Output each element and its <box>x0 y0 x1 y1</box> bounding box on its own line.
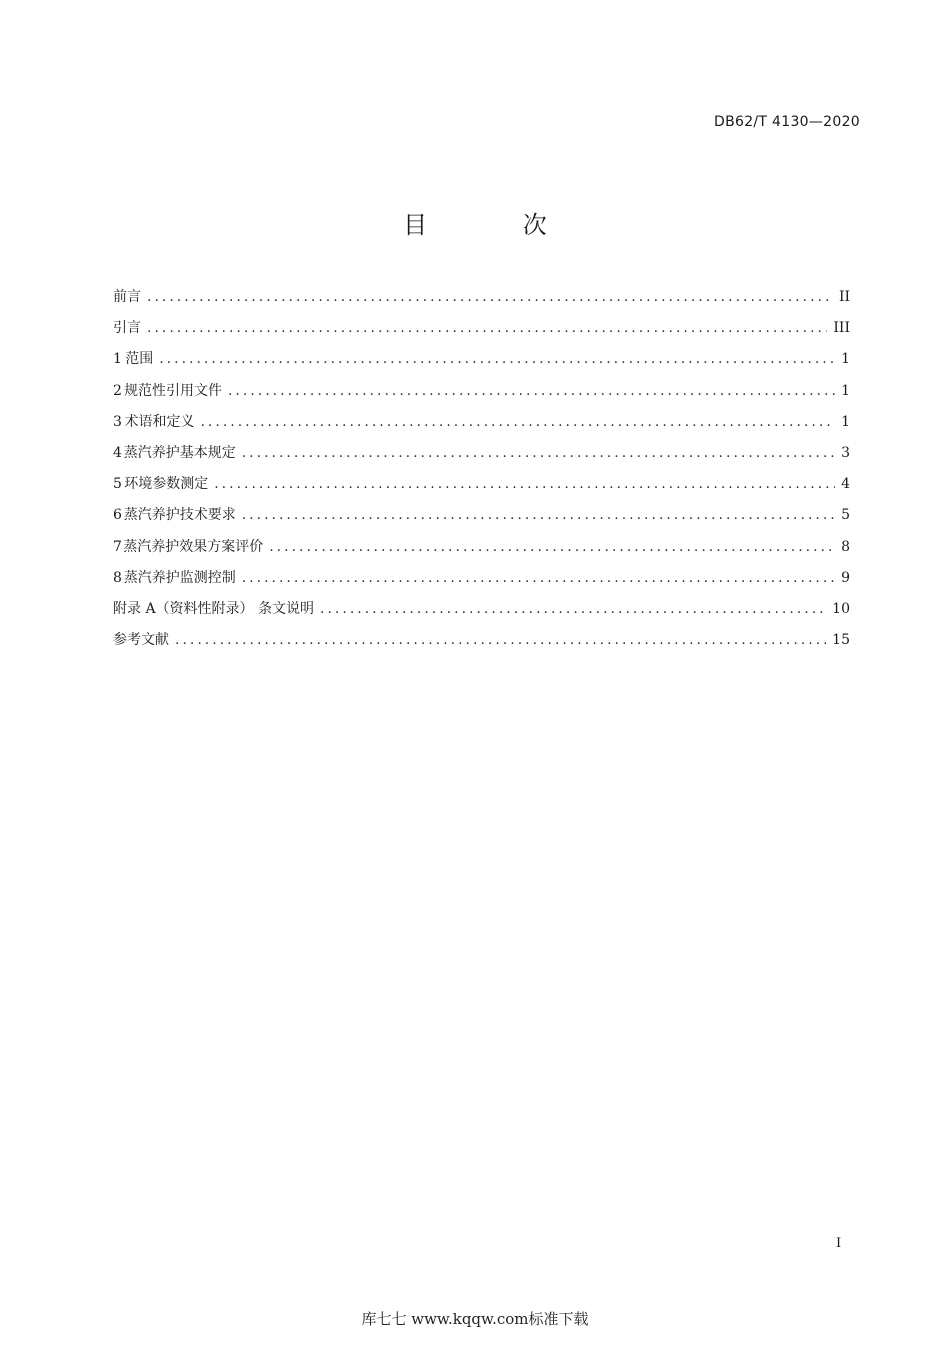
toc-entry-page: II <box>838 289 850 305</box>
toc-dot-leader <box>147 318 827 338</box>
toc-entry-number: 4 <box>113 444 122 461</box>
document-code: DB62/T 4130—2020 <box>714 114 860 130</box>
toc-dot-leader <box>269 537 835 557</box>
toc-dot-leader <box>242 568 835 588</box>
toc-entry[interactable] <box>113 349 850 380</box>
page-number: I <box>836 1236 842 1251</box>
toc-entry-number: 6 <box>113 507 122 524</box>
toc-entry-label: 参考文献 <box>113 632 169 649</box>
toc-entry-label: 范围 <box>125 351 154 368</box>
toc-entry[interactable] <box>113 474 850 505</box>
toc-entry-label: 术语和定义 <box>124 413 195 430</box>
toc-title: 目 次 <box>403 211 591 239</box>
toc-entry[interactable] <box>113 443 850 474</box>
toc-entry-page: 1 <box>841 351 850 368</box>
toc-entry[interactable] <box>113 287 850 318</box>
toc-entry-label: 引言 <box>113 320 141 337</box>
toc-entry-page: 4 <box>841 476 850 493</box>
toc-entry-label: 规范性引用文件 <box>123 382 222 399</box>
toc-dot-leader <box>320 599 826 619</box>
toc-entry-label: 前言 <box>113 289 141 305</box>
toc-dot-leader <box>200 412 835 432</box>
toc-entry[interactable] <box>113 537 850 568</box>
toc-entry[interactable] <box>113 630 850 661</box>
toc-entry-label: 蒸汽养护基本规定 <box>123 444 236 461</box>
toc-entry-page: 1 <box>841 382 850 399</box>
toc-entry-number: 3 <box>113 413 122 430</box>
toc-entry-number: 5 <box>113 476 122 493</box>
toc-entry-page: 15 <box>832 632 850 649</box>
toc-entry-page: 8 <box>841 538 850 555</box>
toc-entry-page: 1 <box>841 413 850 430</box>
toc-entry-number: 1 <box>113 351 122 368</box>
toc-entry[interactable] <box>113 505 850 536</box>
toc-dot-leader <box>242 443 835 463</box>
toc-entry-number: 8 <box>113 569 122 586</box>
toc-entry-label: 蒸汽养护监测控制 <box>123 569 236 586</box>
toc-dot-leader <box>228 381 835 401</box>
toc-entry-label: 附录 A（资料性附录） 条文说明 <box>113 600 315 617</box>
site-watermark: 库七七 www.kqqw.com标准下载 <box>361 1310 589 1328</box>
toc-list <box>113 287 850 661</box>
toc-entry-page: 10 <box>832 600 850 617</box>
toc-entry-page: 9 <box>841 569 850 586</box>
toc-dot-leader <box>175 630 826 650</box>
toc-entry-label: 环境参数测定 <box>124 476 209 493</box>
toc-entry-number: 7 <box>113 538 122 555</box>
toc-entry-label: 蒸汽养护效果方案评价 <box>123 538 264 555</box>
toc-entry[interactable] <box>113 412 850 443</box>
toc-entry-page: III <box>833 320 850 337</box>
toc-entry-page: 3 <box>841 444 850 461</box>
toc-entry-page: 5 <box>841 507 850 524</box>
toc-dot-leader <box>159 349 835 369</box>
toc-dot-leader <box>242 505 835 525</box>
toc-entry[interactable] <box>113 568 850 599</box>
toc-dot-leader <box>147 287 833 307</box>
toc-entry[interactable] <box>113 318 850 349</box>
toc-dot-leader <box>214 474 835 494</box>
toc-entry[interactable] <box>113 381 850 412</box>
toc-entry-number: 2 <box>113 382 122 399</box>
toc-entry-label: 蒸汽养护技术要求 <box>123 507 236 524</box>
toc-entry[interactable] <box>113 599 850 630</box>
